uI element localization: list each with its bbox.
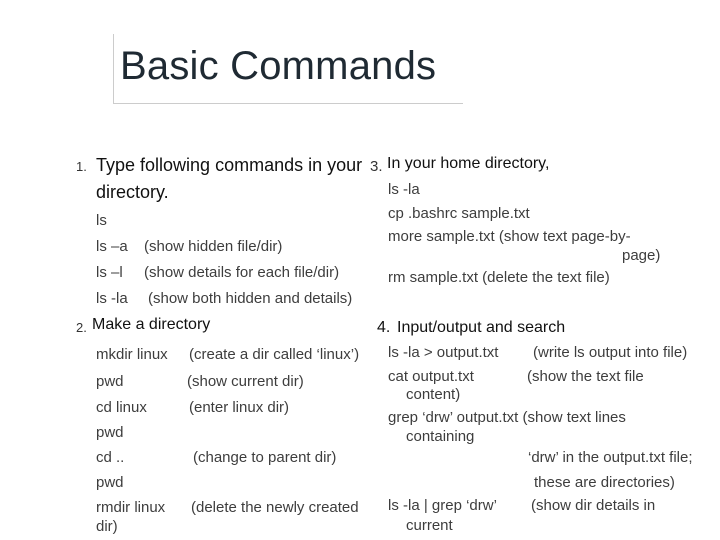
s2-note: (create a dir called ‘linux’) — [189, 346, 360, 363]
s2-note: (enter linux dir) — [189, 399, 290, 416]
s4-cmd: ls -la | grep ‘drw’ — [388, 497, 497, 514]
section-3-number: 3. — [370, 158, 383, 175]
s4-note: (show the text file — [527, 368, 644, 385]
s4-line: content) — [406, 386, 461, 403]
s4-note: (write ls output into file) — [533, 344, 688, 361]
s2-cmd: pwd — [96, 424, 124, 441]
section-4-heading: Input/output and search — [397, 319, 566, 336]
s2-cmd: rmdir linux — [96, 499, 166, 516]
section-2-number: 2. — [76, 320, 87, 335]
s2-cmd: cd linux — [96, 399, 147, 416]
title-accent-horizontal — [113, 103, 463, 104]
s3-line: more sample.txt (show text page-by- — [388, 228, 631, 245]
s2-cmd-cont: dir) — [96, 518, 118, 535]
section-2-heading: Make a directory — [92, 316, 211, 333]
section-1-number: 1. — [76, 159, 87, 174]
s3-line: rm sample.txt (delete the text file) — [388, 269, 610, 286]
s3-line: cp .bashrc sample.txt — [388, 205, 530, 222]
title-accent-vertical — [113, 34, 114, 104]
page-title: Basic Commands — [120, 44, 437, 88]
s3-line: page) — [622, 247, 661, 264]
s4-cmd: cat output.txt — [388, 368, 474, 385]
s1-cmd: ls –a — [96, 238, 128, 255]
section-3-heading: In your home directory, — [387, 155, 550, 172]
s3-line: ls -la — [388, 181, 420, 198]
s4-line: ‘drw’ in the output.txt file; — [528, 449, 693, 466]
s2-cmd: pwd — [96, 474, 124, 491]
s4-line: grep ‘drw’ output.txt (show text lines — [388, 409, 626, 426]
s4-note: (show dir details in — [531, 497, 656, 514]
s2-cmd: cd .. — [96, 449, 125, 466]
s1-note: (show details for each file/dir) — [144, 264, 340, 281]
s2-note: (show current dir) — [187, 373, 304, 390]
s2-cmd: pwd — [96, 373, 124, 390]
section-4-number: 4. — [377, 319, 391, 336]
s2-note: (delete the newly created — [191, 499, 359, 516]
s1-cmd: ls — [96, 212, 107, 229]
section-1-heading-cont: directory. — [96, 182, 169, 202]
section-1-heading: Type following commands in your — [96, 155, 363, 175]
s4-cmd: ls -la > output.txt — [388, 344, 499, 361]
s4-line: these are directories) — [534, 474, 675, 491]
s1-note: (show both hidden and details) — [148, 290, 353, 307]
s4-line: current — [406, 517, 453, 534]
s1-note: (show hidden file/dir) — [144, 238, 283, 255]
s2-cmd: mkdir linux — [96, 346, 168, 363]
s2-note: (change to parent dir) — [193, 449, 337, 466]
s1-cmd: ls –l — [96, 264, 123, 281]
s4-line: containing — [406, 428, 475, 445]
s1-cmd: ls -la — [96, 290, 128, 307]
